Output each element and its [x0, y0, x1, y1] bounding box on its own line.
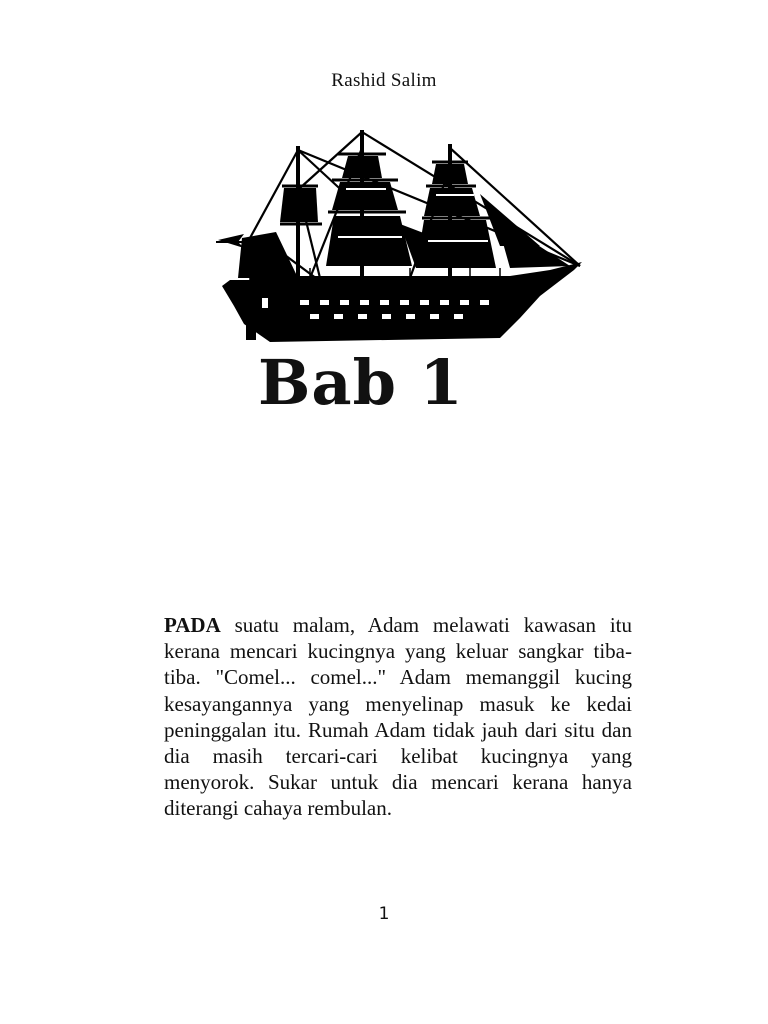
chapter-title: Bab 1 [258, 346, 464, 419]
author-name: Rashid Salim [331, 70, 437, 91]
paragraph-text: suatu malam, Adam melawati kawasan itu kerana mencari kucingnya yang keluar sangkar tiba-tiba. "Comel... comel..." Adam memanggil kucing kesayangannya yang menyelinap masuk ke kedai peninggalan itu. Rumah Adam tidak jauh dari situ dan dia masih tercari-cari kelibat kucingnya yang menyorok. Sukar untuk dia mencari kerana hanya diterangi cahaya rembulan. [164, 613, 632, 821]
lead-word: PADA [164, 613, 221, 637]
page-number: 1 [378, 904, 390, 924]
sailing-ship-icon [210, 128, 586, 354]
body-paragraph [164, 612, 632, 822]
